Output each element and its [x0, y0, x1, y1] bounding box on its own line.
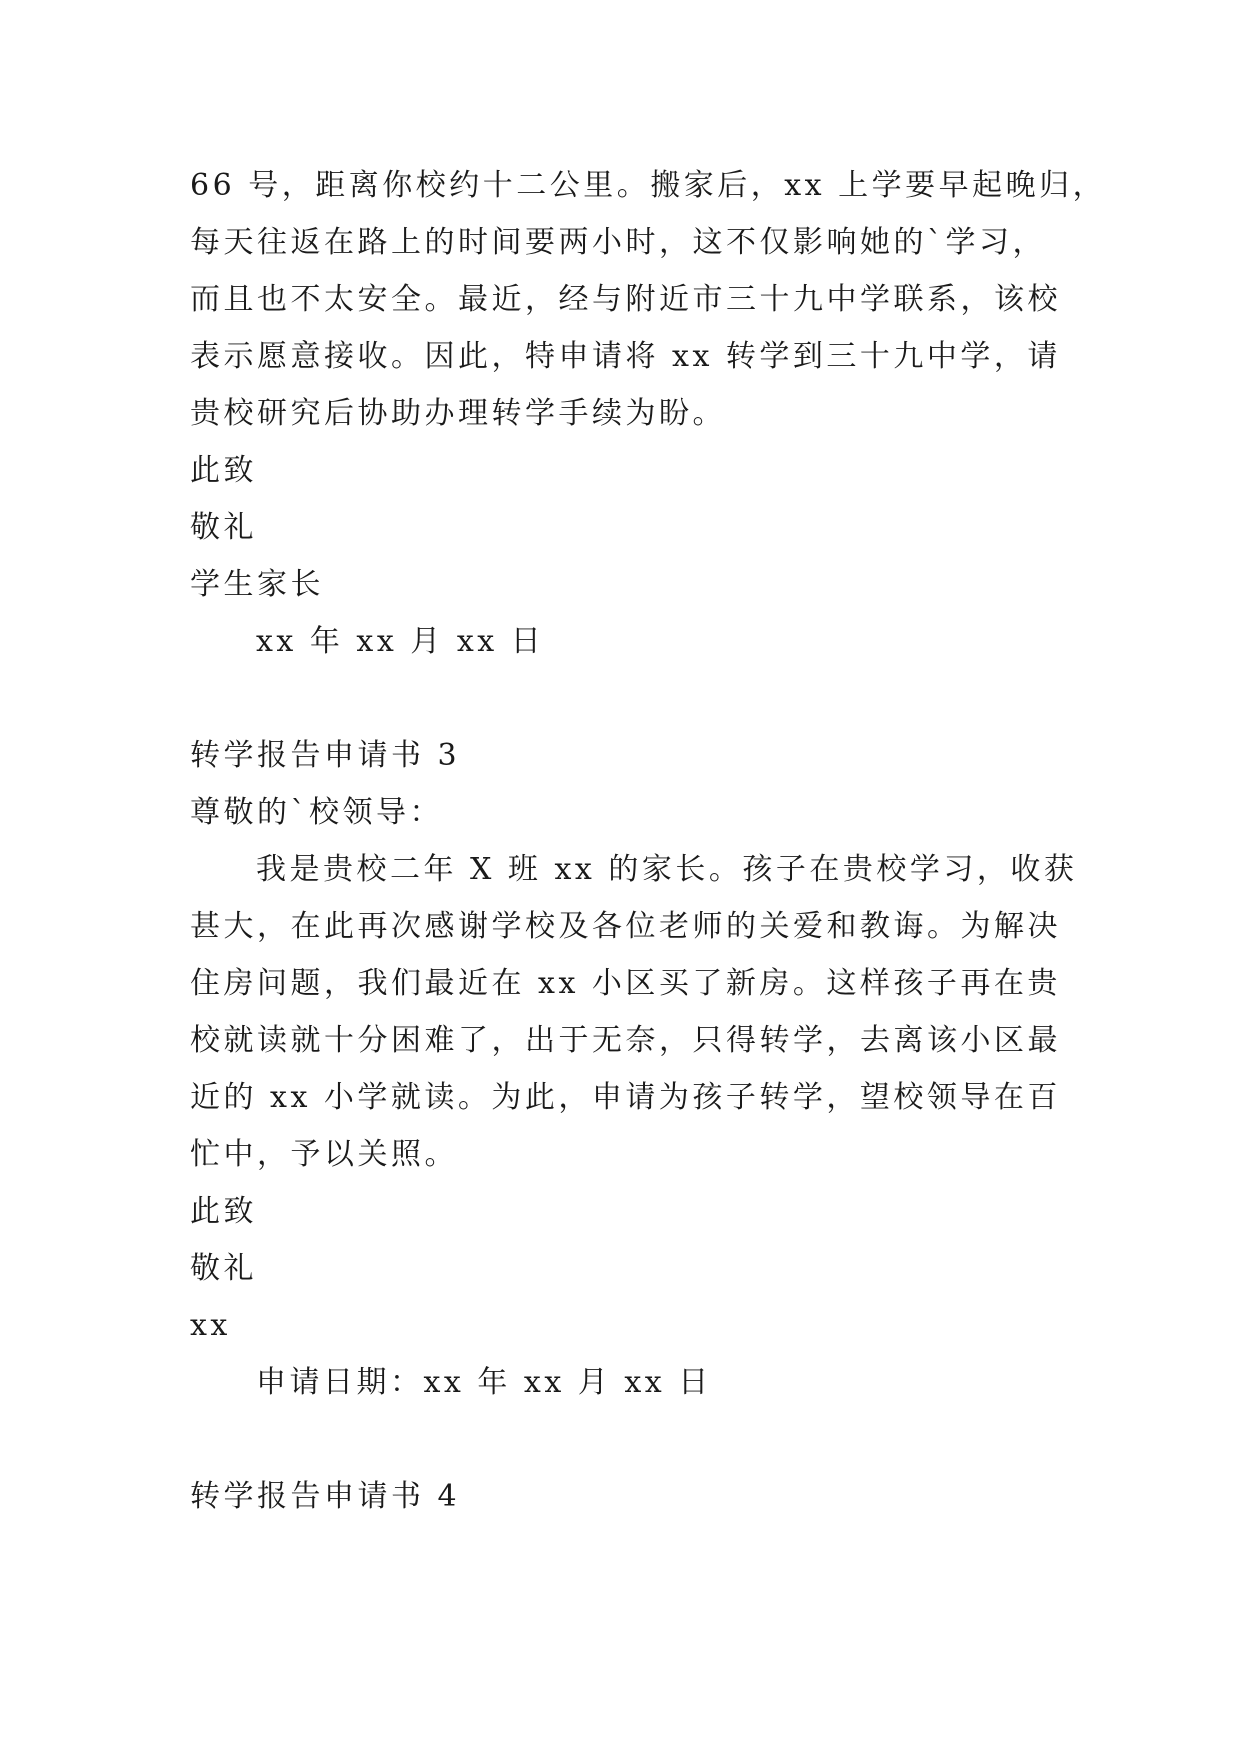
section-heading: 转学报告申请书 4	[190, 1479, 461, 1514]
body-line-3: 住房问题，我们最近在 xx 小区买了新房。这样孩子再在贵	[190, 966, 1061, 1001]
section-heading: 转学报告申请书 3	[190, 738, 461, 773]
closing-line-1: 此致	[190, 1194, 257, 1229]
body-line-5: 贵校研究后协助办理转学手续为盼。	[190, 396, 726, 431]
body-line-6: 忙中，予以关照。	[190, 1137, 458, 1172]
signature: 学生家长	[190, 567, 324, 602]
closing-line-2: 敬礼	[190, 1251, 257, 1286]
signature: xx	[190, 1308, 231, 1343]
date-line: xx 年 xx 月 xx 日	[256, 624, 545, 659]
body-line-1: 66 号，距离你校约十二公里。搬家后，xx 上学要早起晚归，	[190, 168, 1107, 203]
closing-line-2: 敬礼	[190, 510, 257, 545]
body-line-4: 表示愿意接收。因此，特申请将 xx 转学到三十九中学，请	[190, 339, 1061, 374]
body-line-1: 我是贵校二年 X 班 xx 的家长。孩子在贵校学习，收获	[256, 852, 1078, 887]
body-line-4: 校就读就十分困难了，出于无奈，只得转学，去离该小区最	[190, 1023, 1061, 1058]
salutation: 尊敬的`校领导：	[190, 795, 443, 830]
body-line-3: 而且也不太安全。最近，经与附近市三十九中学联系，该校	[190, 282, 1061, 317]
body-line-2: 甚大，在此再次感谢学校及各位老师的关爱和教诲。为解决	[190, 909, 1061, 944]
date-line: 申请日期：xx 年 xx 月 xx 日	[256, 1365, 712, 1400]
body-line-2: 每天往返在路上的时间要两小时，这不仅影响她的`学习，	[190, 225, 1046, 260]
body-line-5: 近的 xx 小学就读。为此，申请为孩子转学，望校领导在百	[190, 1080, 1061, 1115]
closing-line-1: 此致	[190, 453, 257, 488]
